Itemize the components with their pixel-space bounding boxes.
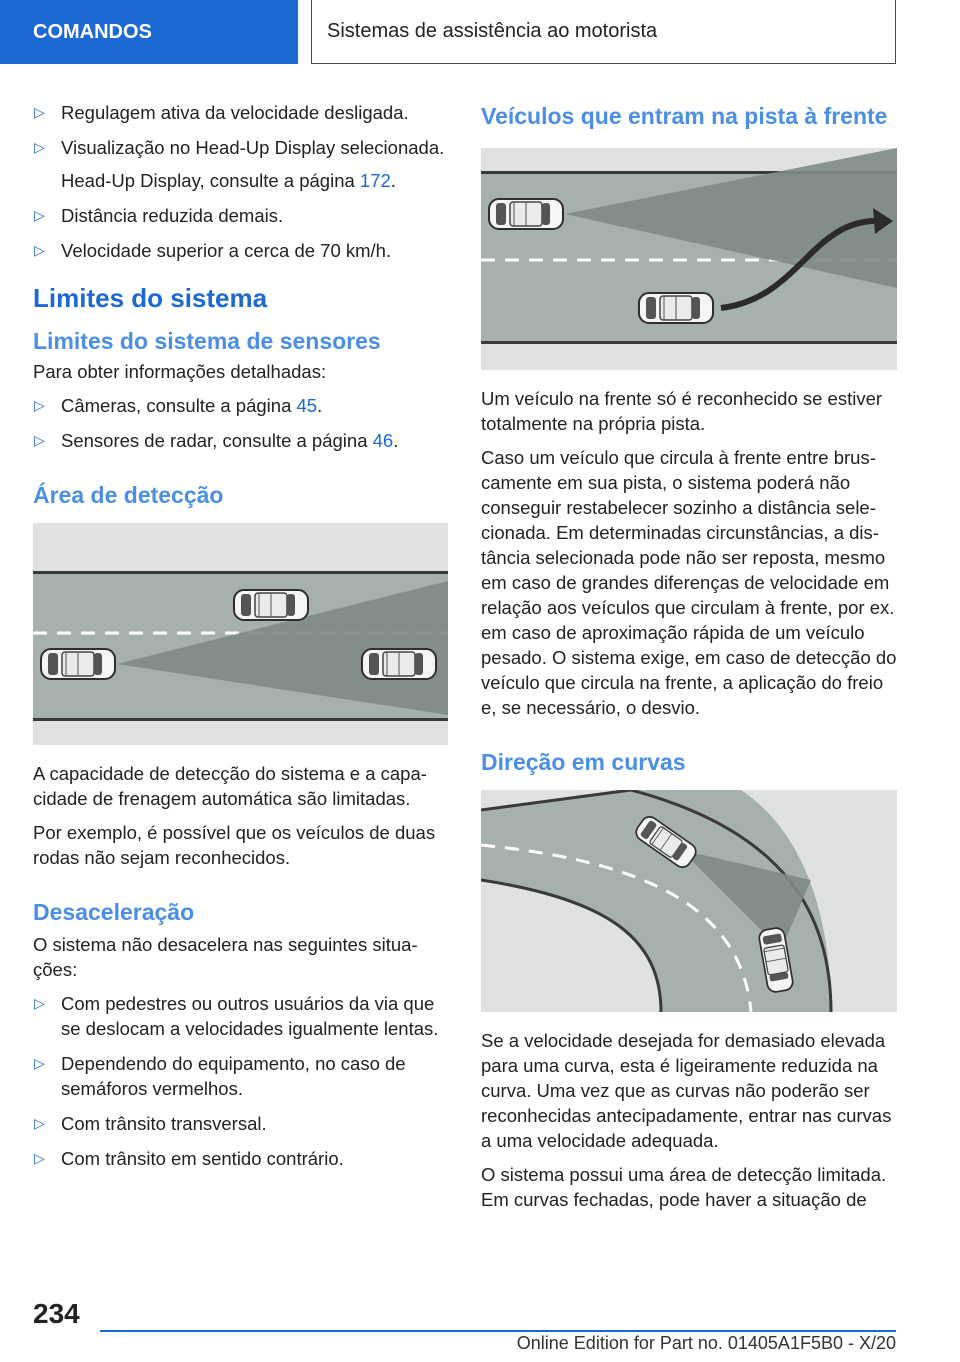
list-item: ▷ Visualização no Head-Up Display selecionada. Head-Up Display, consulte a página 172. [33,135,448,193]
paragraph: Por exemplo, é possível que os veículos de duas rodas não sejam reconhecidos. [33,822,436,868]
triangle-bullet-icon: ▷ [34,1055,45,1071]
subsection-heading-desaceleracao: Desaceleração [33,899,195,925]
section-title: COMANDOS [33,20,152,43]
list-item: ▷ Velocidade superior a cerca de 70 km/h. [34,240,392,261]
subsection-heading-area: Área de detecção [33,482,224,508]
triangle-bullet-icon: ▷ [34,207,45,223]
subsection-heading-sensores: Limites do sistema de sensores [33,328,381,354]
list-item: ▷ Distância reduzida demais. [34,205,284,226]
cut-in-vehicle-illustration [481,148,897,370]
list-item: ▷ Com pedestres ou outros usuários da via que se deslocam a velocidades igualmente lentas. [34,993,439,1039]
section-tab [0,0,298,64]
chapter-title: Sistemas de assistência ao motorista [327,20,658,42]
edition-note: Online Edition for Part no. 01405A1F5B0 - X/20 [516,1333,896,1353]
page-link[interactable]: 46 [372,430,394,451]
section-heading-limites: Limites do sistema [33,283,268,313]
triangle-bullet-icon: ▷ [34,242,45,258]
paragraph: Um veículo na frente só é reconhecido se estiver totalmente na própria pista. [481,388,883,434]
list-item: ▷ Com trânsito transversal. [34,1113,267,1134]
subsection-heading-veiculos: Veículos que entram na pista à frente [481,103,888,129]
list-item: ▷ Dependendo do equipamento, no caso de semáforos vermelhos. [34,1053,406,1099]
triangle-bullet-icon: ▷ [34,104,45,120]
paragraph: Se a velocidade desejada for demasiado elevada para uma curva, esta é ligeiramente reduzida na curva. Uma vez que as curvas não poderão ser reconhecidas antecipadamente, entrar nas curvas a uma velocidade adequada. [481,1030,892,1151]
paragraph: A capacidade de detecção do sistema e a capacidade de frenagem automática são limitadas. [33,763,427,809]
triangle-bullet-icon: ▷ [34,139,45,155]
left-column [33,100,448,1181]
footer-divider [100,1330,896,1332]
paragraph: Caso um veículo que circula à frente entre bruscamente em sua pista, o sistema poderá não conseguir restabelecer sozinho a distância selecionada. Em determinadas circunstâncias, a distância selecionada pode não ser reposta, mesmo em caso de grandes diferenças de velocidade em relação aos veículos que circulam à frente, por ex. em caso de aproximação rápida de um veículo pesado. O sistema exige, em caso de detecção do veículo que circula na frente, a aplicação do freio e, se necessário, o desvio. [481,447,897,718]
list-item: ▷ Sensores de radar, consulte a página 46. [34,430,399,451]
list-item: ▷ Câmeras, consulte a página 45. [34,395,323,416]
curve-driving-illustration [481,790,897,1012]
triangle-bullet-icon: ▷ [34,1150,45,1166]
paragraph: O sistema não desacelera nas seguintes situações: [33,934,418,980]
paragraph: O sistema possui uma área de detecção limitada. Em curvas fechadas, pode haver a situação de [481,1164,887,1210]
list-item: ▷ Regulagem ativa da velocidade desligada. [34,102,409,123]
triangle-bullet-icon: ▷ [34,995,45,1011]
page-number: 234 [33,1298,80,1329]
detection-area-illustration [33,523,448,745]
cross-reference: Head-Up Display, consulte a página 172. [61,170,396,191]
triangle-bullet-icon: ▷ [34,1115,45,1131]
list-item: ▷ Com trânsito em sentido contrário. [34,1148,344,1169]
page-link[interactable]: 172 [359,170,391,191]
chapter-header [311,0,896,64]
triangle-bullet-icon: ▷ [34,397,45,413]
paragraph: Para obter informações detalhadas: [33,361,327,382]
right-column [481,100,899,1221]
triangle-bullet-icon: ▷ [34,432,45,448]
subsection-heading-curvas: Direção em curvas [481,749,686,775]
page-link[interactable]: 45 [296,395,318,416]
